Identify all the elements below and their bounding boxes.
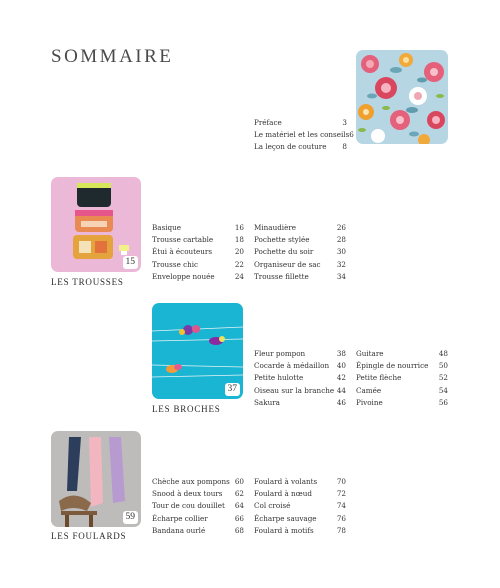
toc-entry[interactable]: Col croisé 74 [254, 501, 346, 511]
floral-fabric-image [356, 50, 448, 144]
toc-entry[interactable]: Enveloppe nouée 24 [152, 271, 244, 281]
trousses-image [51, 177, 141, 272]
toc-entry[interactable]: Tour de cou douillet 64 [152, 501, 244, 511]
section-title-foulards: LES FOULARDS [51, 531, 127, 541]
section-title-broches: LES BROCHES [152, 404, 221, 414]
toc-entry[interactable]: Écharpe collier 66 [152, 513, 244, 523]
toc-entry[interactable]: Minaudière 26 [254, 223, 346, 232]
page-title: SOMMAIRE [51, 46, 174, 67]
toc-entry[interactable]: Petite hulotte 42 [254, 373, 346, 383]
toc-entry[interactable]: Étui à écouteurs 20 [152, 247, 244, 257]
toc-entry[interactable]: Le matériel et les conseils 6 [254, 130, 354, 140]
toc-entry[interactable]: Trousse cartable 18 [152, 235, 244, 245]
toc-entry[interactable]: Foulard à volants 70 [254, 477, 346, 486]
toc-entry[interactable]: Sakura 46 [254, 397, 346, 407]
broches-image [152, 303, 243, 399]
toc-entry[interactable]: Bandana ourlé 68 [152, 525, 244, 535]
foulards-image [51, 431, 141, 527]
toc-entry[interactable]: Cocarde à médaillon 40 [254, 361, 346, 371]
toc-entry[interactable]: Foulard à nœud 72 [254, 489, 346, 499]
section-page-number: 15 [123, 256, 139, 269]
toc-entry[interactable]: Fleur pompon 38 [254, 349, 346, 358]
foulards-toc-col2 [254, 476, 346, 537]
toc-entry[interactable]: Foulard à motifs 78 [254, 525, 346, 535]
broches-toc-col2 [356, 348, 448, 409]
trousses-toc-col2 [254, 222, 346, 283]
intro-toc [254, 117, 354, 154]
toc-entry[interactable]: Basique 16 [152, 223, 244, 232]
toc-entry[interactable]: Trousse fillette 34 [254, 271, 346, 281]
toc-entry[interactable]: Oiseau sur la branche 44 [254, 385, 346, 395]
broches-toc-col1 [254, 348, 346, 409]
toc-entry[interactable]: Organiseur de sac 32 [254, 259, 346, 269]
section-page-number: 59 [123, 511, 139, 524]
toc-entry[interactable]: Pochette du soir 30 [254, 247, 346, 257]
section-title-trousses: LES TROUSSES [51, 277, 124, 287]
toc-entry[interactable]: La leçon de couture 8 [254, 142, 347, 152]
toc-entry[interactable]: Épingle de nourrice 50 [356, 361, 448, 371]
section-page-number: 37 [225, 383, 241, 396]
toc-entry[interactable]: Camée 54 [356, 385, 448, 395]
toc-entry[interactable]: Pivoine 56 [356, 397, 448, 407]
toc-entry[interactable]: Guitare 48 [356, 349, 448, 358]
toc-entry[interactable]: Préface 3 [254, 118, 347, 127]
toc-entry[interactable]: Trousse chic 22 [152, 259, 244, 269]
toc-entry[interactable]: Chèche aux pompons 60 [152, 477, 244, 486]
toc-entry[interactable]: Snood à deux tours 62 [152, 489, 244, 499]
toc-entry[interactable]: Écharpe sauvage 76 [254, 513, 346, 523]
toc-entry[interactable]: Petite flèche 52 [356, 373, 448, 383]
toc-entry[interactable]: Pochette stylée 28 [254, 235, 346, 245]
foulards-toc-col1 [152, 476, 244, 537]
trousses-toc-col1 [152, 222, 244, 283]
